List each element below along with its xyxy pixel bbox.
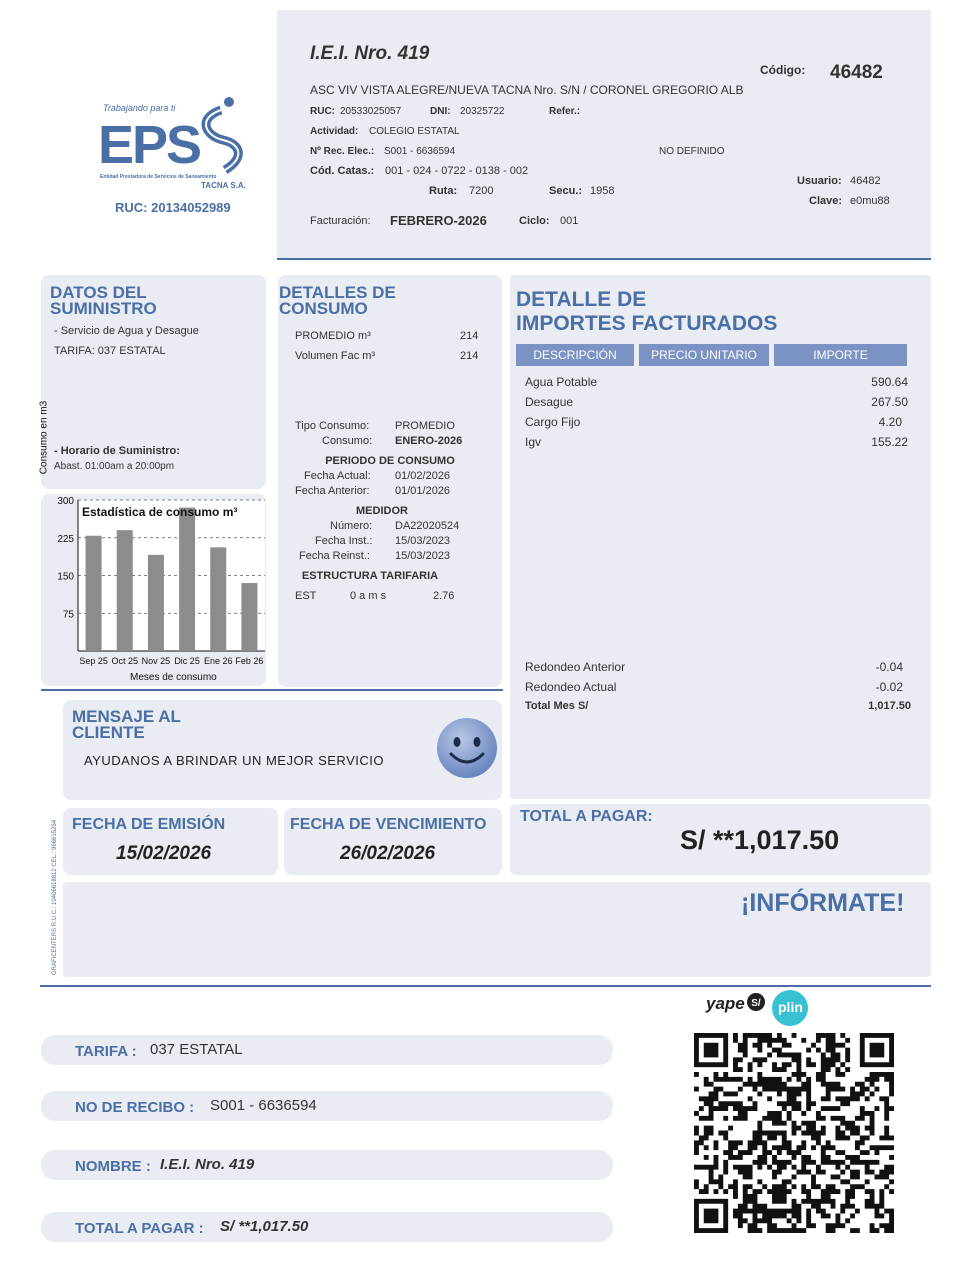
mensaje-text: AYUDANOS A BRINDAR UN MEJOR SERVICIO — [84, 753, 384, 768]
summary-nombre-value: I.E.I. Nro. 419 — [160, 1156, 255, 1173]
consumo-title-1: DETALLES DE — [279, 283, 396, 302]
yape-logo — [706, 992, 766, 1020]
cut-line — [40, 985, 931, 987]
usuario-label: Usuario: — [797, 175, 842, 187]
col-precio-unitario: PRECIO UNITARIO — [639, 344, 769, 366]
chart-ytick-label: 225 — [57, 533, 74, 545]
chart-ytick-label: 300 — [57, 496, 74, 507]
logo-subtitle: Entidad Prestadora de Servicios de Saneamiento — [100, 174, 217, 180]
actividad-value: COLEGIO ESTATAL — [369, 126, 460, 137]
facturacion-label: Facturación: — [310, 215, 371, 227]
redondeo-anterior-value: -0.04 — [875, 660, 903, 674]
catas-label: Cód. Catas.: — [310, 165, 375, 177]
summary-tarifa — [41, 1035, 613, 1065]
importes-title-1: DETALLE DE — [516, 288, 647, 311]
no-definido: NO DEFINIDO — [659, 146, 725, 157]
importe-desc: Desague — [525, 395, 574, 409]
redondeo-actual-value: -0.02 — [875, 680, 903, 694]
smiley-icon — [435, 716, 499, 780]
clave-value: e0mu88 — [850, 195, 890, 207]
medidor-title: MEDIDOR — [356, 505, 408, 517]
mensaje-title-1: MENSAJE AL — [72, 707, 181, 726]
ruta-label: Ruta: — [429, 185, 458, 197]
usuario-value: 46482 — [850, 175, 881, 187]
total-label: TOTAL A PAGAR: — [520, 808, 653, 825]
chart-ylabel: Consumo en m3 — [38, 400, 50, 475]
tarifa-text: TARIFA: 037 ESTATAL — [54, 345, 166, 357]
summary-tarifa-label: TARIFA : — [75, 1043, 137, 1060]
logo-ruc: RUC: 20134052989 — [115, 200, 231, 215]
secu-label: Secu.: — [549, 185, 583, 197]
horario-value: Abast. 01:00am a 20:00pm — [54, 461, 175, 472]
periodo-title: PERIODO DE CONSUMO — [325, 455, 455, 467]
reinst-value: 15/03/2023 — [395, 550, 451, 562]
rec-elec-value: S001 - 6636594 — [384, 146, 456, 157]
promedio-label: PROMEDIO m³ — [295, 330, 371, 342]
chart-bar — [241, 583, 257, 651]
col-importe: IMPORTE — [774, 344, 907, 366]
codigo-label: Código: — [760, 63, 806, 77]
inst-label: Fecha Inst.: — [315, 535, 373, 547]
numero-label: Número: — [330, 520, 373, 532]
importe-value: 4.20 — [878, 415, 902, 429]
informate-text: ¡INFÓRMATE! — [741, 889, 905, 917]
suministro-title-2: SUMINISTRO — [50, 299, 157, 318]
summary-tarifa-value: 037 ESTATAL — [150, 1041, 243, 1058]
logo-city: TACNA S.A. — [201, 181, 246, 190]
tipo-consumo-label: Tipo Consumo: — [295, 420, 370, 432]
summary-recibo-label: NO DE RECIBO : — [75, 1099, 195, 1116]
chart-bar — [179, 508, 195, 651]
total-mes-label: Total Mes S/ — [525, 700, 589, 712]
total-mes-value: 1,017.50 — [868, 700, 911, 712]
actividad-label: Actividad: — [310, 126, 359, 137]
chart-bar — [117, 530, 133, 651]
rec-elec-label: Nº Rec. Elec.: — [310, 146, 375, 157]
col-descripcion: DESCRIPCIÓN — [516, 344, 634, 366]
inst-value: 15/03/2023 — [395, 535, 451, 547]
left-divider — [41, 689, 503, 691]
chart-xtick-label: Nov 25 — [141, 656, 171, 666]
plin-logo — [772, 990, 808, 1026]
ruc-label: RUC: — [310, 106, 335, 117]
facturacion-value: FEBRERO-2026 — [390, 213, 487, 228]
est-code: EST — [295, 590, 317, 602]
importe-desc: Agua Potable — [525, 375, 598, 389]
summary-total-value: S/ **1,017.50 — [220, 1218, 309, 1235]
importe-value: 155.22 — [871, 435, 908, 449]
chart-xlabel: Meses de consumo — [130, 672, 217, 683]
plin-text: plin — [778, 999, 803, 1015]
ruc-value: 20533025057 — [340, 106, 402, 117]
importe-desc: Igv — [525, 435, 542, 449]
chart-bar — [86, 536, 102, 651]
refer-label: Refer.: — [549, 106, 581, 117]
yape-text: yape — [706, 994, 745, 1013]
summary-recibo-value: S001 - 6636594 — [210, 1097, 317, 1114]
volumen-label: Volumen Fac m³ — [295, 350, 376, 362]
catas-value: 001 - 024 - 0722 - 0138 - 002 — [385, 165, 529, 177]
servicio-text: - Servicio de Agua y Desague — [54, 325, 199, 337]
chart-xtick-label: Sep 25 — [79, 656, 108, 666]
total-value: S/ **1,017.50 — [680, 825, 840, 855]
consumo-value: ENERO-2026 — [395, 435, 463, 447]
chart-xtick-label: Ene 26 — [203, 656, 233, 666]
importes-title-2: IMPORTES FACTURADOS — [516, 312, 778, 335]
fecha-actual-label: Fecha Actual: — [304, 470, 371, 482]
ciclo-value: 001 — [560, 215, 579, 227]
est-value: 2.76 — [433, 590, 455, 602]
chart-bar — [148, 555, 164, 651]
svg-text:S/: S/ — [751, 998, 761, 1009]
summary-total-label: TOTAL A PAGAR : — [75, 1220, 204, 1237]
chart-title: Estadística de consumo m³ — [82, 505, 238, 519]
redondeo-actual-label: Redondeo Actual — [525, 680, 617, 694]
volumen-value: 214 — [460, 350, 479, 362]
secu-value: 1958 — [590, 185, 615, 197]
consumo-label: Consumo: — [322, 435, 373, 447]
summary-nombre — [41, 1150, 613, 1180]
redondeo-anterior-label: Redondeo Anterior — [525, 660, 626, 674]
est-units: 0 a m s — [350, 590, 387, 602]
fecha-anterior-label: Fecha Anterior: — [295, 485, 370, 497]
emision-label: FECHA DE EMISIÓN — [72, 816, 226, 833]
tipo-consumo-value: PROMEDIO — [395, 420, 455, 432]
importe-value: 590.64 — [871, 375, 908, 389]
promedio-value: 214 — [460, 330, 479, 342]
vencimiento-value: 26/02/2026 — [340, 843, 436, 864]
qr-code — [694, 1033, 894, 1233]
clave-label: Clave: — [809, 195, 843, 207]
dni-value: 20325722 — [460, 106, 505, 117]
ciclo-label: Ciclo: — [519, 215, 550, 227]
importe-desc: Cargo Fijo — [525, 415, 581, 429]
summary-total — [41, 1212, 613, 1242]
chart-xtick-label: Feb 26 — [235, 656, 264, 666]
summary-recibo — [41, 1091, 613, 1121]
reinst-label: Fecha Reinst.: — [299, 550, 370, 562]
suministro-title-1: DATOS DEL — [50, 283, 147, 302]
horario-label: - Horario de Suministro: — [54, 445, 180, 457]
chart-ytick-label: 75 — [62, 609, 74, 621]
estructura-title: ESTRUCTURA TARIFARIA — [301, 570, 439, 582]
logo-brand: EPS — [98, 115, 201, 175]
vencimiento-label: FECHA DE VENCIMIENTO — [290, 816, 487, 833]
importe-value: 267.50 — [871, 395, 908, 409]
summary-nombre-label: NOMBRE : — [75, 1158, 151, 1175]
chart-xtick-label: Oct 25 — [111, 656, 139, 666]
fecha-actual-value: 01/02/2026 — [395, 470, 451, 482]
customer-name: I.E.I. Nro. 419 — [310, 43, 430, 64]
ruta-value: 7200 — [469, 185, 494, 197]
consumo-title-2: CONSUMO — [279, 299, 368, 318]
yape-badge-icon — [746, 992, 766, 1012]
mensaje-title-2: CLIENTE — [72, 723, 145, 742]
customer-address: ASC VIV VISTA ALEGRE/NUEVA TACNA Nro. S/N / CORONEL GREGORIO ALB — [310, 83, 744, 97]
printer-imprint: GRAFICENTERS R.U.C.: 10406618812 CEL.: 966615254 — [52, 819, 58, 975]
codigo-value: 46482 — [830, 62, 883, 83]
chart-bar — [210, 547, 226, 651]
logo-tagline: Trabajando para ti — [103, 103, 176, 113]
emision-value: 15/02/2026 — [116, 843, 212, 864]
chart-ytick-label: 150 — [57, 571, 74, 583]
fecha-anterior-value: 01/01/2026 — [395, 485, 451, 497]
chart-xtick-label: Dic 25 — [174, 656, 200, 666]
numero-value: DA22020524 — [395, 520, 460, 532]
dni-label: DNI: — [430, 106, 451, 117]
